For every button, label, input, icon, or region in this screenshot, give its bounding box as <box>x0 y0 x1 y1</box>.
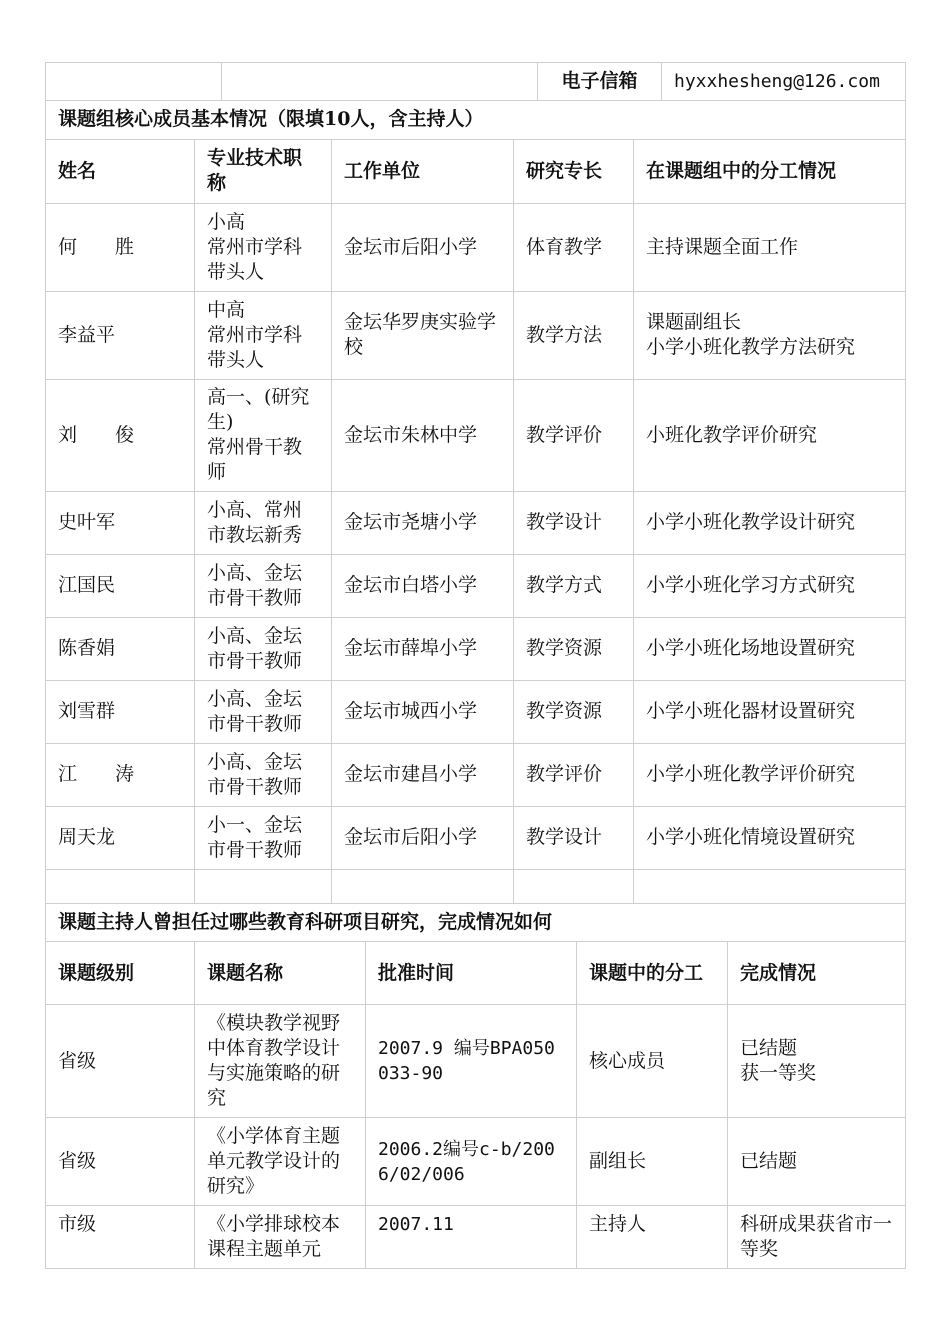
application-form-page <box>45 62 905 1269</box>
projects-header-row <box>46 942 906 1005</box>
member-role: 小学小班化教学设计研究 <box>634 491 906 554</box>
project-approved: 2007.11 <box>366 1206 577 1269</box>
project-status: 已结题 <box>728 1118 906 1206</box>
project-status: 已结题 获一等奖 <box>728 1005 906 1118</box>
member-title: 高一、(研究生) 常州骨干教师 <box>195 379 332 491</box>
member-role: 小学小班化场地设置研究 <box>634 617 906 680</box>
project-level: 省级 <box>46 1005 195 1118</box>
header-specialty: 研究专长 <box>514 139 634 203</box>
member-role: 小学小班化器材设置研究 <box>634 680 906 743</box>
header-level: 课题级别 <box>46 942 195 1005</box>
member-row <box>46 743 906 806</box>
email-label: 电子信箱 <box>538 63 662 101</box>
member-unit: 金坛华罗庚实验学校 <box>332 291 514 379</box>
header-project-name: 课题名称 <box>195 942 366 1005</box>
header-role: 在课题组中的分工情况 <box>634 139 906 203</box>
project-role: 核心成员 <box>577 1005 728 1118</box>
members-section-title: 课题组核心成员基本情况（限填10人，含主持人） <box>46 101 906 139</box>
member-specialty: 教学评价 <box>514 743 634 806</box>
member-row <box>46 806 906 869</box>
member-title: 小高 常州市学科带头人 <box>195 203 332 291</box>
member-unit: 金坛市城西小学 <box>332 680 514 743</box>
member-row <box>46 291 906 379</box>
empty-cell <box>195 869 332 903</box>
project-row <box>46 1118 906 1206</box>
member-title: 小高、常州市教坛新秀 <box>195 491 332 554</box>
empty-cell <box>46 869 195 903</box>
empty-cell <box>634 869 906 903</box>
member-name: 江 涛 <box>46 743 195 806</box>
project-level: 省级 <box>46 1118 195 1206</box>
header-project-role: 课题中的分工 <box>577 942 728 1005</box>
member-specialty: 教学评价 <box>514 379 634 491</box>
member-unit: 金坛市朱林中学 <box>332 379 514 491</box>
contact-blank-2 <box>222 63 538 101</box>
project-approved: 2006.2编号c-b/2006/02/006 <box>366 1118 577 1206</box>
empty-cell <box>514 869 634 903</box>
email-value: hyxxhesheng@126.com <box>662 63 906 101</box>
member-row <box>46 203 906 291</box>
member-name: 李益平 <box>46 291 195 379</box>
member-row <box>46 554 906 617</box>
empty-cell <box>332 869 514 903</box>
member-name: 周天龙 <box>46 806 195 869</box>
projects-table <box>45 904 906 1270</box>
member-role: 小班化教学评价研究 <box>634 379 906 491</box>
member-row <box>46 617 906 680</box>
member-title: 小高、金坛市骨干教师 <box>195 743 332 806</box>
member-title: 小一、金坛市骨干教师 <box>195 806 332 869</box>
member-role: 小学小班化教学评价研究 <box>634 743 906 806</box>
contact-blank-1 <box>46 63 222 101</box>
project-status: 科研成果获省市一等奖 <box>728 1206 906 1269</box>
member-role: 主持课题全面工作 <box>634 203 906 291</box>
header-approved: 批准时间 <box>366 942 577 1005</box>
members-header-row <box>46 139 906 203</box>
member-row <box>46 680 906 743</box>
header-unit: 工作单位 <box>332 139 514 203</box>
member-row <box>46 379 906 491</box>
member-title: 小高、金坛市骨干教师 <box>195 554 332 617</box>
project-name: 《模块教学视野中体育教学设计与实施策略的研究 <box>195 1005 366 1118</box>
member-role: 小学小班化学习方式研究 <box>634 554 906 617</box>
member-name: 史叶军 <box>46 491 195 554</box>
member-specialty: 教学方法 <box>514 291 634 379</box>
project-level: 市级 <box>46 1206 195 1269</box>
member-role: 小学小班化情境设置研究 <box>634 806 906 869</box>
member-name: 何 胜 <box>46 203 195 291</box>
member-title: 小高、金坛市骨干教师 <box>195 617 332 680</box>
member-unit: 金坛市白塔小学 <box>332 554 514 617</box>
member-title: 中高 常州市学科带头人 <box>195 291 332 379</box>
project-row <box>46 1005 906 1118</box>
member-specialty: 教学资源 <box>514 680 634 743</box>
header-status: 完成情况 <box>728 942 906 1005</box>
project-name: 《小学排球校本课程主题单元 <box>195 1206 366 1269</box>
member-unit: 金坛市后阳小学 <box>332 806 514 869</box>
project-approved: 2007.9 编号BPA050033-90 <box>366 1005 577 1118</box>
member-specialty: 教学资源 <box>514 617 634 680</box>
member-role: 课题副组长 小学小班化教学方法研究 <box>634 291 906 379</box>
member-row-empty <box>46 869 906 903</box>
member-unit: 金坛市薛埠小学 <box>332 617 514 680</box>
member-unit: 金坛市尧塘小学 <box>332 491 514 554</box>
member-specialty: 教学设计 <box>514 806 634 869</box>
member-row <box>46 491 906 554</box>
member-unit: 金坛市后阳小学 <box>332 203 514 291</box>
member-name: 刘雪群 <box>46 680 195 743</box>
members-table <box>45 101 906 904</box>
project-role: 主持人 <box>577 1206 728 1269</box>
member-specialty: 体育教学 <box>514 203 634 291</box>
header-name: 姓名 <box>46 139 195 203</box>
project-row <box>46 1206 906 1269</box>
member-specialty: 教学设计 <box>514 491 634 554</box>
project-role: 副组长 <box>577 1118 728 1206</box>
contact-row <box>46 63 906 101</box>
projects-section-title: 课题主持人曾担任过哪些教育科研项目研究，完成情况如何 <box>46 904 906 942</box>
member-title: 小高、金坛市骨干教师 <box>195 680 332 743</box>
contact-table <box>45 62 906 101</box>
header-title: 专业技术职称 <box>195 139 332 203</box>
project-name: 《小学体育主题单元教学设计的研究》 <box>195 1118 366 1206</box>
member-name: 江国民 <box>46 554 195 617</box>
member-specialty: 教学方式 <box>514 554 634 617</box>
member-name: 刘 俊 <box>46 379 195 491</box>
member-unit: 金坛市建昌小学 <box>332 743 514 806</box>
member-name: 陈香娟 <box>46 617 195 680</box>
